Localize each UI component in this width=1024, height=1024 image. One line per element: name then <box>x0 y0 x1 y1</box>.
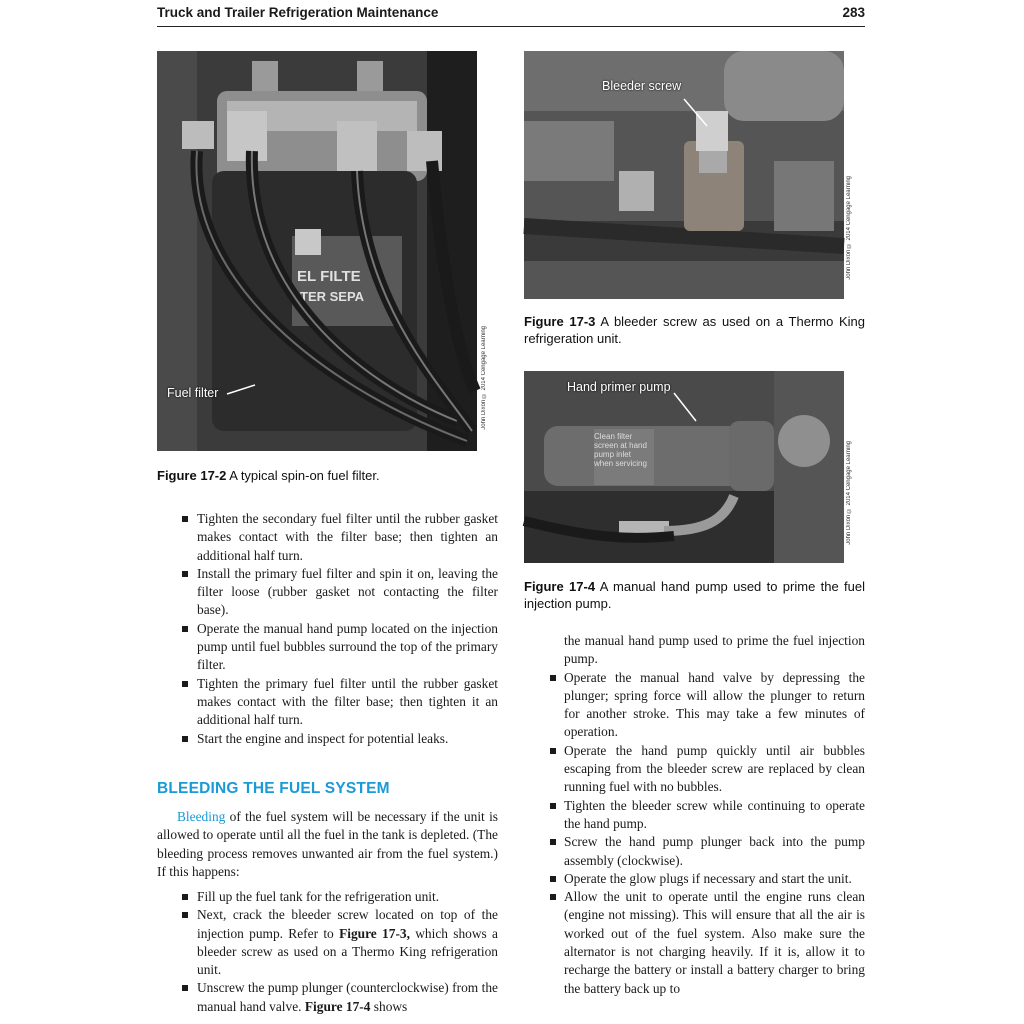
list-item: Fill up the fuel tank for the refrigeration unit. <box>157 888 498 906</box>
caption-text: A bleeder screw as used on a Thermo King refrigeration unit. <box>524 314 865 346</box>
photo-credit: John Dixon © 2014 Cengage Learning <box>846 176 852 280</box>
figure-17-3-photo <box>524 51 852 299</box>
bleeding-steps-continued <box>550 632 865 998</box>
list-item: Tighten the bleeder screw while continuing to operate the hand pump. <box>550 797 865 834</box>
list-item-text: which shows a bleeder screw as used on a Thermo King refrigeration unit. <box>197 925 499 978</box>
list-item: Start the engine and inspect for potential leaks. <box>157 730 498 748</box>
caption-text: A manual hand pump used to prime the fuel injection pump. <box>524 579 866 611</box>
caption-number: Figure 17-3 <box>524 314 596 329</box>
caption-number: Figure 17-2 <box>157 468 227 483</box>
list-item: Operate the manual hand valve by depressing the plunger; spring force will allow the plunger to return for another stroke. This may take a few minutes of operation. <box>550 669 865 742</box>
section-heading: BLEEDING THE FUEL SYSTEM <box>157 780 390 797</box>
figure-17-2-caption <box>157 467 498 484</box>
figure-reference: Figure 17-4 <box>304 998 371 1014</box>
figure-17-3-caption <box>524 313 865 347</box>
list-item-text: Next, crack the bleeder screw located on top of the injection pump. Refer to <box>197 907 498 941</box>
figure-17-2-photo <box>157 51 487 451</box>
book-title: Truck and Trailer Refrigeration Maintenance <box>157 5 439 20</box>
list-item-continuation: the manual hand pump used to prime the fuel injection pump. <box>564 633 865 667</box>
page-number: 283 <box>842 5 865 20</box>
photo-credit: John Dixon © 2014 Cengage Learning <box>846 441 852 545</box>
figure-17-4-caption <box>524 578 865 612</box>
list-item: Install the primary fuel filter and spin it on, leaving the filter loose (rubber gasket not contacting the filter base). <box>157 565 498 620</box>
bleeder-screw-illustration <box>524 51 844 299</box>
list-item: Allow the unit to operate until the engine runs clean (engine not missing). This will ensure that all the air is worked out of the fuel system. Also make sure the alternator is not charging heavily. If it is, allow it to recharge the battery or install a battery charger to bring the battery back up to <box>550 888 865 998</box>
list-item <box>157 979 498 1016</box>
list-item: Operate the manual hand pump located on the injection pump until fuel bubbles surround the top of the primary filter. <box>157 620 498 675</box>
hand-primer-pump-label: Hand primer pump <box>567 380 671 394</box>
glossary-term: Bleeding <box>177 809 226 824</box>
list-item: Tighten the secondary fuel filter until the rubber gasket makes contact with the filter base; then tighten an additional half turn. <box>157 510 498 565</box>
caption-text: A typical spin-on fuel filter. <box>226 468 380 483</box>
caption-number: Figure 17-4 <box>524 579 596 594</box>
list-item: Tighten the primary fuel filter until the rubber gasket makes contact with the filter base; then tighten it an additional half turn. <box>157 675 498 730</box>
bleeding-steps <box>157 888 498 1016</box>
photo-credit: John Dixon © 2014 Cengage Learning <box>481 326 487 430</box>
list-item-text: Unscrew the pump plunger (counterclockwise) from the manual hand valve. <box>197 980 498 1014</box>
bleeder-screw-label: Bleeder screw <box>602 79 682 93</box>
pump-sticker-text: Clean filter screen at hand pump inlet when servicing <box>594 432 647 468</box>
list-item-text: shows <box>370 998 408 1014</box>
filter-install-steps <box>157 510 498 748</box>
list-item: Operate the glow plugs if necessary and start the unit. <box>550 870 865 888</box>
list-item: Operate the hand pump quickly until air bubbles escaping from the bleeder screw are replaced by clean running fuel with no bubbles. <box>550 742 865 797</box>
list-item: Screw the hand pump plunger back into the pump assembly (clockwise). <box>550 833 865 870</box>
filter-label-line2: TER SEPA <box>300 289 365 304</box>
fuel-filter-label: Fuel filter <box>167 386 219 400</box>
list-item <box>157 906 498 979</box>
hand-pump-illustration <box>524 371 844 563</box>
running-header <box>157 4 865 27</box>
figure-reference: Figure 17-3, <box>339 925 410 941</box>
paragraph-text: of the fuel system will be necessary if the unit is allowed to operate until all the fuel in the tank is depleted. (The bleeding process removes unwanted air from the fuel system.) If this happens: <box>157 809 498 879</box>
filter-label-line1: EL FILTE <box>297 268 361 285</box>
section-paragraph <box>157 808 498 881</box>
figure-17-4-photo <box>524 371 852 563</box>
